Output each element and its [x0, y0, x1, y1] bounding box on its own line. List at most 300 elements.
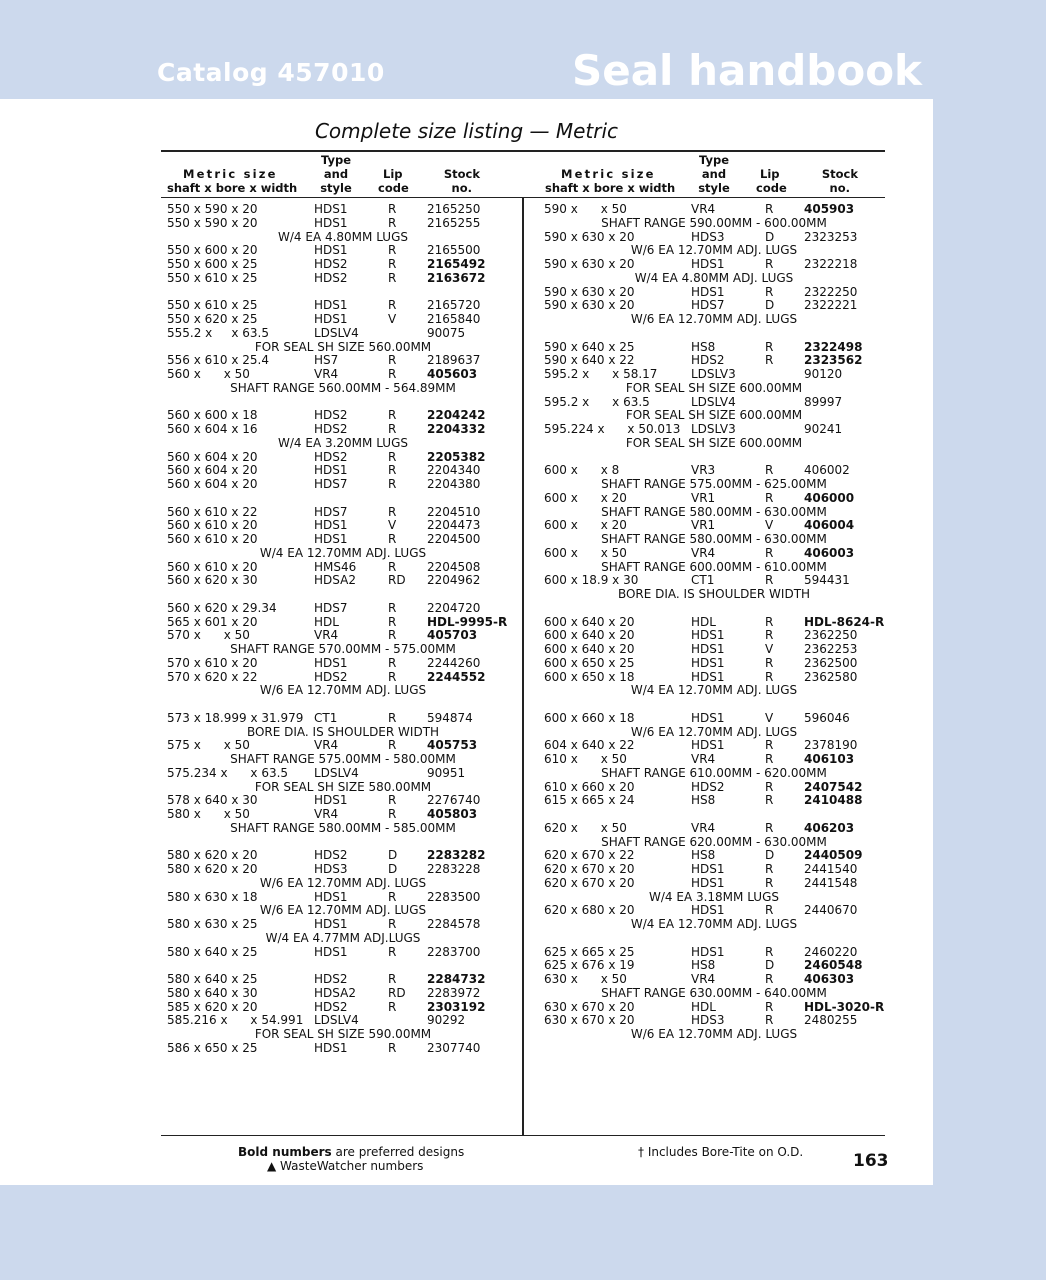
code-cell: R — [388, 408, 397, 423]
stock-number-cell: 406303 — [804, 972, 855, 986]
code-cell: D — [765, 229, 775, 244]
code-cell: R — [765, 738, 774, 753]
size-cell: 560 x 604 x 20 — [167, 449, 258, 464]
stock-number-cell: 2165840 — [427, 312, 481, 326]
style-cell: HDS7 — [691, 298, 725, 313]
row-note: FOR SEAL SH SIZE 590.00MM — [254, 1027, 432, 1041]
row-note: W/6 EA 12.70MM ADJ. LUGS — [630, 243, 798, 258]
size-cell: 580 x x 50 — [167, 807, 250, 821]
style-cell: HDS1 — [314, 1040, 348, 1055]
code-cell: D — [388, 848, 398, 863]
row-note: BORE DIA. IS SHOULDER WIDTH — [246, 724, 440, 739]
row-note: W/4 EA 3.20MM LUGS — [278, 435, 408, 450]
stock-number-cell: 405753 — [427, 738, 478, 753]
style-cell: HDS7 — [314, 504, 348, 519]
size-cell: 620 x 670 x 20 — [544, 875, 635, 890]
stock-number-cell: 2205382 — [427, 449, 486, 464]
row-note: SHAFT RANGE 620.00MM - 630.00MM — [601, 834, 827, 849]
size-cell: 610 x x 50 — [544, 752, 627, 766]
size-cell: 550 x 590 x 20 — [167, 215, 258, 230]
code-cell: R — [388, 655, 397, 670]
code-cell: R — [388, 600, 397, 615]
style-cell: HDS1 — [314, 215, 348, 230]
table-note-row — [0, 588, 933, 602]
table-row — [0, 1042, 522, 1056]
code-cell: R — [388, 449, 397, 464]
row-note: W/4 EA 4.77MM ADJ.LUGS — [265, 930, 421, 945]
row-note: SHAFT RANGE 580.00MM - 630.00MM — [601, 532, 827, 546]
code-cell: R — [765, 999, 774, 1014]
size-cell: 570 x x 50 — [167, 628, 250, 643]
page-body — [0, 99, 933, 1185]
row-note: SHAFT RANGE 600.00MM - 610.00MM — [601, 559, 827, 574]
size-cell: 595.2 x x 63.5 — [544, 394, 650, 409]
table-note-row — [0, 272, 933, 286]
stock-number-cell: 2204510 — [427, 504, 481, 519]
style-cell: HDS1 — [691, 669, 725, 684]
style-cell: VR1 — [691, 490, 716, 505]
code-cell: R — [388, 202, 397, 216]
size-cell: 580 x 620 x 20 — [167, 862, 258, 876]
style-cell: HMS46 — [314, 559, 357, 574]
table-row — [0, 946, 933, 960]
row-note: SHAFT RANGE 580.00MM - 585.00MM — [230, 820, 456, 835]
header-code: code — [378, 181, 409, 195]
row-spacer — [0, 602, 933, 616]
style-cell: HDS3 — [691, 1013, 725, 1028]
header-lip: Lip — [760, 167, 780, 181]
code-cell: V — [765, 518, 774, 533]
style-cell: LDSLV4 — [314, 1013, 359, 1028]
size-cell: 586 x 650 x 25 — [167, 1040, 258, 1055]
code-cell: R — [765, 202, 774, 216]
header-metric-size: Metric size — [561, 167, 656, 181]
style-cell: HS8 — [691, 339, 716, 354]
row-spacer — [0, 932, 933, 946]
style-cell: HDS2 — [314, 257, 348, 271]
table-row — [0, 492, 933, 506]
style-cell: VR4 — [314, 807, 339, 821]
table-note-row — [0, 409, 933, 423]
code-cell: V — [388, 518, 397, 533]
row-spacer — [0, 698, 933, 712]
size-cell: 560 x 620 x 30 — [167, 573, 258, 588]
stock-number-cell: 405603 — [427, 367, 478, 381]
code-cell: RD — [388, 985, 406, 1000]
stock-number-cell: 2362580 — [804, 669, 858, 684]
style-cell: HDS3 — [691, 229, 725, 244]
table-row — [0, 794, 933, 808]
style-cell: HDS2 — [691, 353, 725, 368]
style-cell: VR4 — [314, 367, 339, 381]
row-note: W/6 EA 12.70MM ADJ. LUGS — [630, 312, 798, 326]
style-cell: LDSLV4 — [314, 325, 359, 340]
listing-title: Complete size listing — Metric — [314, 119, 619, 143]
style-cell: VR4 — [691, 972, 716, 986]
stock-number-cell: 2283700 — [427, 944, 481, 959]
size-cell: 590 x 630 x 20 — [544, 284, 635, 299]
style-cell: HDS1 — [314, 243, 348, 258]
table-note-row — [0, 561, 933, 575]
header-no: no. — [829, 181, 850, 195]
row-note: FOR SEAL SH SIZE 600.00MM — [625, 408, 803, 423]
stock-number-cell: 2410488 — [804, 793, 863, 808]
code-cell: R — [388, 559, 397, 574]
style-cell: HDSA2 — [314, 985, 356, 1000]
stock-number-cell: 90120 — [804, 367, 843, 381]
size-cell: 580 x 640 x 25 — [167, 944, 258, 959]
size-cell: 620 x 670 x 22 — [544, 848, 635, 863]
size-cell: 590 x 640 x 25 — [544, 339, 635, 354]
size-cell: 556 x 610 x 25.4 — [167, 353, 269, 368]
row-note: FOR SEAL SH SIZE 580.00MM — [254, 779, 432, 794]
row-spacer — [0, 808, 933, 822]
style-cell: HDS1 — [691, 257, 725, 271]
code-cell: R — [388, 353, 397, 368]
stock-number-cell: 2204500 — [427, 532, 481, 546]
style-cell: HDS2 — [691, 779, 725, 794]
size-cell: 600 x 650 x 25 — [544, 655, 635, 670]
table-note-row — [0, 684, 933, 698]
code-cell: D — [765, 298, 775, 313]
size-cell: 615 x 665 x 24 — [544, 793, 635, 808]
style-cell: HDL — [691, 614, 716, 629]
size-cell: 570 x 610 x 20 — [167, 655, 258, 670]
code-cell: R — [388, 889, 397, 904]
header-size-desc: shaft x bore x width — [545, 181, 676, 195]
size-cell: 590 x x 50 — [544, 202, 627, 216]
table-note-row — [0, 767, 933, 781]
row-note: W/6 EA 12.70MM ADJ. LUGS — [259, 875, 427, 890]
table-row — [0, 973, 933, 987]
style-cell: HDS2 — [314, 972, 348, 986]
style-cell: HDS7 — [314, 600, 348, 615]
stock-number-cell: 406003 — [804, 545, 855, 560]
code-cell: R — [765, 655, 774, 670]
code-cell: R — [765, 875, 774, 890]
style-cell: VR4 — [691, 820, 716, 835]
stock-number-cell: 2283282 — [427, 848, 486, 863]
row-note: SHAFT RANGE 590.00MM - 600.00MM — [601, 215, 827, 230]
size-cell: 550 x 600 x 25 — [167, 257, 258, 271]
table-row — [0, 643, 933, 657]
stock-number-cell: 90951 — [427, 765, 466, 780]
row-note: W/6 EA 12.70MM ADJ. LUGS — [630, 724, 798, 739]
stock-number-cell: HDL-8624-R — [804, 614, 885, 629]
table-note-row — [0, 726, 933, 740]
size-cell: 625 x 665 x 25 — [544, 944, 635, 959]
stock-number-cell: 405803 — [427, 807, 478, 821]
style-cell: LDSLV4 — [691, 394, 736, 409]
style-cell: VR4 — [691, 545, 716, 560]
table-row — [0, 904, 933, 918]
stock-number-cell: 2460220 — [804, 944, 858, 959]
stock-number-cell: 2322498 — [804, 339, 863, 354]
size-cell: 620 x 680 x 20 — [544, 903, 635, 918]
style-cell: HDS1 — [691, 628, 725, 643]
row-note: FOR SEAL SH SIZE 600.00MM — [625, 435, 803, 450]
header-type: Type — [698, 153, 729, 167]
stock-number-cell: 406000 — [804, 490, 855, 505]
code-cell: R — [765, 779, 774, 794]
table-row — [0, 1014, 933, 1028]
code-cell: R — [388, 944, 397, 959]
code-cell: R — [765, 669, 774, 684]
size-cell: 560 x 604 x 20 — [167, 463, 258, 478]
size-cell: 580 x 640 x 25 — [167, 972, 258, 986]
style-cell: HDS1 — [314, 889, 348, 904]
style-cell: LDSLV3 — [691, 367, 736, 381]
stock-number-cell: 2440509 — [804, 848, 863, 863]
table-note-row — [0, 987, 933, 1001]
style-cell: HDS1 — [314, 655, 348, 670]
header-top-rule — [161, 150, 885, 152]
stock-number-cell: 594874 — [427, 710, 473, 725]
code-cell: R — [388, 367, 397, 381]
stock-number-cell: 2283228 — [427, 862, 481, 876]
style-cell: HDS1 — [314, 532, 348, 546]
right-column-headers — [0, 153, 933, 197]
row-note: SHAFT RANGE 570.00MM - 575.00MM — [230, 642, 456, 656]
stock-number-cell: 2165492 — [427, 257, 486, 271]
size-cell: 573 x 18.999 x 31.979 — [167, 710, 304, 725]
header-style: style — [320, 181, 352, 195]
size-cell: 600 x x 50 — [544, 545, 627, 560]
table-row — [0, 396, 933, 410]
stock-number-cell: 2323562 — [804, 353, 863, 368]
code-cell: R — [388, 532, 397, 546]
style-cell: HDS1 — [691, 655, 725, 670]
stock-number-cell: 2204508 — [427, 559, 481, 574]
size-cell: 625 x 676 x 19 — [544, 958, 635, 973]
table-row — [0, 849, 933, 863]
row-note: W/4 EA 12.70MM ADJ. LUGS — [259, 545, 427, 560]
size-cell: 620 x 670 x 20 — [544, 862, 635, 876]
table-row — [0, 616, 933, 630]
size-cell: 600 x x 20 — [544, 518, 627, 533]
table-note-row — [0, 1028, 933, 1042]
code-cell: R — [388, 422, 397, 436]
size-cell: 600 x 640 x 20 — [544, 642, 635, 656]
table-note-row — [0, 382, 933, 396]
stock-number-cell: 90241 — [804, 422, 843, 436]
stock-number-cell: 2407542 — [804, 779, 863, 794]
row-note: W/6 EA 12.70MM ADJ. LUGS — [259, 903, 427, 918]
row-spacer — [0, 451, 933, 465]
table-row — [0, 657, 933, 671]
stock-number-cell: 406103 — [804, 752, 855, 766]
table-row — [0, 464, 933, 478]
table-row — [0, 354, 933, 368]
style-cell: HDS7 — [314, 477, 348, 491]
header-and: and — [701, 167, 727, 181]
header-size-desc: shaft x bore x width — [167, 181, 298, 195]
style-cell: HDSA2 — [314, 573, 356, 588]
stock-number-cell: 2323253 — [804, 229, 858, 244]
size-cell: 595.224 x x 50.013 — [544, 422, 681, 436]
style-cell: VR3 — [691, 463, 716, 478]
table-note-row — [0, 836, 933, 850]
footer-rule — [161, 1135, 885, 1136]
code-cell: R — [388, 1040, 397, 1055]
table-row — [0, 299, 933, 313]
footer-legend — [238, 1145, 464, 1173]
style-cell: HDS2 — [314, 669, 348, 684]
stock-number-cell: 2204340 — [427, 463, 481, 478]
table-row — [0, 753, 933, 767]
style-cell: HDS1 — [691, 944, 725, 959]
size-cell: 580 x 630 x 18 — [167, 889, 258, 904]
style-cell: HDS1 — [691, 862, 725, 876]
stock-number-cell: HDL-3020-R — [804, 999, 885, 1014]
stock-number-cell: 2204473 — [427, 518, 481, 533]
code-cell: R — [388, 463, 397, 478]
stock-number-cell: 405903 — [804, 202, 855, 216]
size-cell: 590 x 630 x 20 — [544, 229, 635, 244]
size-cell: 560 x 610 x 22 — [167, 504, 258, 519]
stock-number-cell: 2204720 — [427, 600, 481, 615]
size-cell: 580 x 640 x 30 — [167, 985, 258, 1000]
stock-number-cell: 2480255 — [804, 1013, 858, 1028]
code-cell: R — [388, 972, 397, 986]
style-cell: HS8 — [691, 848, 716, 863]
code-cell: R — [765, 339, 774, 354]
code-cell: R — [388, 710, 397, 725]
stock-number-cell: 2165500 — [427, 243, 481, 258]
style-cell: HDS1 — [314, 312, 348, 326]
code-cell: R — [765, 573, 774, 588]
size-cell: 630 x 670 x 20 — [544, 1013, 635, 1028]
row-note: SHAFT RANGE 630.00MM - 640.00MM — [601, 985, 827, 1000]
header-lip: Lip — [383, 167, 403, 181]
style-cell: CT1 — [691, 573, 715, 588]
stock-number-cell: 2165720 — [427, 298, 481, 313]
table-row — [0, 781, 933, 795]
table-row — [0, 671, 933, 685]
size-cell: 550 x 590 x 20 — [167, 202, 258, 216]
stock-number-cell: 89997 — [804, 394, 843, 409]
row-note: W/4 EA 12.70MM ADJ. LUGS — [630, 917, 798, 931]
row-note: SHAFT RANGE 575.00MM - 625.00MM — [601, 477, 827, 491]
size-cell: 560 x 610 x 20 — [167, 532, 258, 546]
code-cell: R — [388, 243, 397, 258]
row-note: W/6 EA 12.70MM ADJ. LUGS — [259, 683, 427, 698]
row-note: SHAFT RANGE 580.00MM - 630.00MM — [601, 504, 827, 519]
stock-number-cell: 2283500 — [427, 889, 481, 904]
size-cell: 610 x 660 x 20 — [544, 779, 635, 794]
style-cell: HDS2 — [314, 270, 348, 285]
size-cell: 560 x 620 x 29.34 — [167, 600, 277, 615]
style-cell: HDS2 — [314, 449, 348, 464]
code-cell: R — [765, 545, 774, 560]
size-cell: 620 x x 50 — [544, 820, 627, 835]
catalog-label: Catalog 457010 — [157, 58, 385, 87]
code-cell: R — [388, 793, 397, 808]
table-row — [0, 258, 933, 272]
stock-number-cell: 2165250 — [427, 202, 481, 216]
stock-number-cell: 2244552 — [427, 669, 486, 684]
stock-number-cell: 2441540 — [804, 862, 858, 876]
table-note-row — [0, 437, 933, 451]
code-cell: R — [388, 215, 397, 230]
code-cell: R — [765, 820, 774, 835]
wastewatcher-note: ▲ WasteWatcher numbers — [267, 1159, 424, 1173]
style-cell: LDSLV4 — [314, 765, 359, 780]
stock-number-cell: 2283972 — [427, 985, 481, 1000]
code-cell: R — [765, 614, 774, 629]
code-cell: R — [388, 807, 397, 821]
code-cell: R — [765, 793, 774, 808]
table-note-row — [0, 533, 933, 547]
row-note: SHAFT RANGE 575.00MM - 580.00MM — [230, 752, 456, 766]
size-cell: 550 x 600 x 20 — [167, 243, 258, 258]
size-cell: 590 x 630 x 20 — [544, 298, 635, 313]
code-cell: R — [388, 738, 397, 753]
style-cell: HDL — [691, 999, 716, 1014]
table-row — [0, 423, 933, 437]
code-cell: R — [765, 463, 774, 478]
code-cell: R — [388, 477, 397, 491]
table-row — [0, 877, 933, 891]
header-no: no. — [451, 181, 472, 195]
style-cell: VR4 — [691, 202, 716, 216]
size-cell: 550 x 620 x 25 — [167, 312, 258, 326]
style-cell: VR4 — [691, 752, 716, 766]
style-cell: HDS1 — [691, 284, 725, 299]
size-cell: 560 x 610 x 20 — [167, 518, 258, 533]
style-cell: HS7 — [314, 353, 339, 368]
stock-number-cell: 596046 — [804, 710, 850, 725]
stock-number-cell: 2440670 — [804, 903, 858, 918]
style-cell: HDS2 — [314, 999, 348, 1014]
style-cell: HDS1 — [314, 202, 348, 216]
stock-number-cell: 2163672 — [427, 270, 486, 285]
code-cell: R — [765, 490, 774, 505]
code-cell: RD — [388, 573, 406, 588]
table-note-row — [0, 478, 933, 492]
size-cell: 560 x 600 x 18 — [167, 408, 258, 423]
code-cell: V — [388, 312, 397, 326]
stock-number-cell: 2362500 — [804, 655, 858, 670]
table-row — [0, 368, 933, 382]
style-cell: HS8 — [691, 793, 716, 808]
boretite-note: † Includes Bore-Tite on O.D. — [638, 1145, 804, 1159]
stock-number-cell: 2441548 — [804, 875, 858, 890]
code-cell: R — [388, 669, 397, 684]
code-cell: V — [765, 710, 774, 725]
size-cell: 560 x 604 x 20 — [167, 477, 258, 491]
size-cell: 578 x 640 x 30 — [167, 793, 258, 808]
stock-number-cell: 2244260 — [427, 655, 481, 670]
stock-number-cell: 2362253 — [804, 642, 858, 656]
size-cell: 585.216 x x 54.991 — [167, 1013, 304, 1028]
stock-number-cell: 405703 — [427, 628, 478, 643]
handbook-title: Seal handbook — [571, 46, 922, 95]
table-row — [0, 203, 933, 217]
size-cell: 604 x 640 x 22 — [544, 738, 635, 753]
stock-number-cell: 2189637 — [427, 353, 481, 368]
size-cell: 595.2 x x 58.17 — [544, 367, 658, 381]
table-row — [0, 547, 933, 561]
stock-number-cell: 90075 — [427, 325, 466, 340]
header-style: style — [698, 181, 730, 195]
style-cell: HDS1 — [314, 793, 348, 808]
style-cell: HDS1 — [314, 917, 348, 931]
style-cell: HDS1 — [691, 903, 725, 918]
size-cell: 600 x 660 x 18 — [544, 710, 635, 725]
stock-number-cell: 2204242 — [427, 408, 486, 423]
row-spacer — [0, 327, 933, 341]
